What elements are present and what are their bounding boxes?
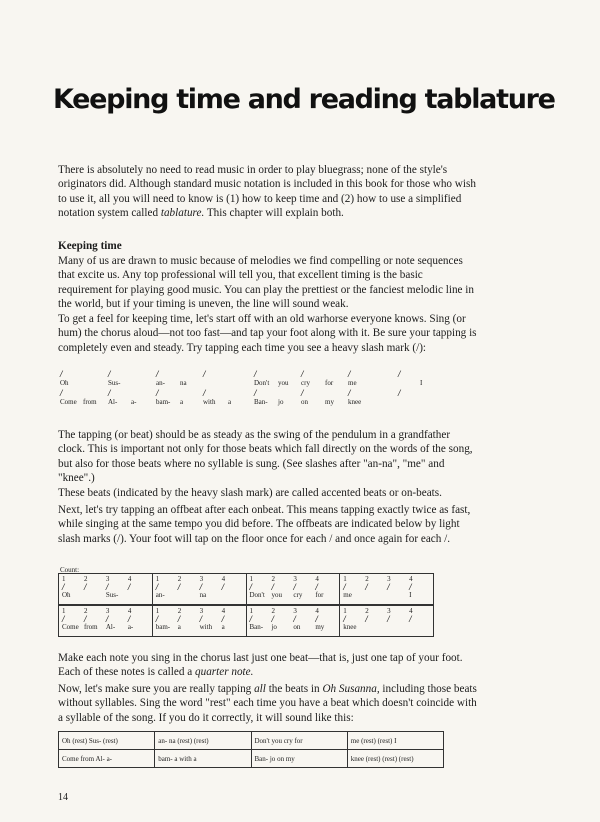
heavy-slash: / [108,369,111,379]
syllable: Come [60,398,77,406]
quarter-note-paragraph [58,651,478,680]
syllable: for [325,379,334,387]
syllable: cry [301,379,310,387]
heavy-slash: / [398,388,401,398]
table-row [59,732,444,750]
syllable: knee [348,398,362,406]
heavy-slash: / [108,388,111,398]
measure-cell: 1 2 3 4 / / / / Don't you cry for [246,574,340,605]
intro-paragraph [58,163,478,221]
intro-text: There is absolutely no need to read music in order to play bluegrass; none of the style's originators did. Although standard music notation is included in this book for those who wish to use it, all you will need to know is (1) how to keep time and (2) how to use a simplified notation system called [58,164,476,220]
syllable: Don't [254,379,270,387]
syllable: with [203,398,216,406]
song-title-term: Oh Susanna, [322,683,380,695]
tablature-term: tablature. [160,207,205,220]
heavy-slash: / [60,369,63,379]
warhorse-paragraph: To get a feel for keeping time, let's start off with an old warhorse everyone knows. Sing (or hum) the chorus aloud—not too fast—and tap your foot along with it. Be sure your tapping is completely even and steady. Try tapping each time you see a heavy slash mark (/): [58,313,477,354]
rest-paragraph [58,682,478,725]
rest-text: Now, let's make sure you are really tapping [58,683,255,695]
heavy-slash: / [301,388,304,398]
chapter-title: Keeping time and reading tablature [53,84,555,115]
offbeat-paragraph: Next, let's try tapping an offbeat after each onbeat. This means tapping exactly twice as fast, while singing at the same tempo you did before. The offbeats are indicated below by light slash marks (/). Your foot will tap on the floor once for each / and once again for each /. [58,504,471,545]
rest-table [58,731,444,768]
quarter-note-text: Make each note you sing in the chorus last just one beat—that is, just one tap of your foot. Each of these notes is called a [58,652,463,679]
measure-cell: bam- a with a [155,750,251,768]
syllable: jo [278,398,284,406]
page-number: 14 [58,792,68,803]
syllable: Ban- [254,398,268,406]
heavy-slash: / [254,388,257,398]
measure-cell: 1 2 3 4 / / / / Come from Al- a- [59,606,153,637]
onbeats-paragraph: These beats (indicated by the heavy slash mark) are called accented beats or on-beats. [58,487,442,499]
lyric-line-2 [58,399,458,409]
heavy-slash: / [203,388,206,398]
lyric-tapping-block [58,370,458,410]
count-table-1 [58,573,434,605]
intro-text-end: This chapter will explain both. [204,207,344,220]
table-row [59,606,434,637]
syllable: na [180,379,187,387]
measure-cell: 1 2 3 4 / / / / bam- a with a [152,606,246,637]
measure-cell: Oh (rest) Sus- (rest) [59,732,155,750]
heavy-slash: / [348,388,351,398]
syllable: me [348,379,357,387]
measure-cell: 1 2 3 4 / / / / an- na [152,574,246,605]
syllable: from [83,398,97,406]
keeping-time-paragraph: Many of us are drawn to music because of melodies we find compelling or note sequences that excite us. Any top professional will tell you, that excellent timing is the basic requirement for playing good music. You can play the prettiest or the fanciest melodic line in the world, but if your timing is uneven, the line will sound weak. [58,255,475,311]
measure-cell: Ban- jo on my [251,750,347,768]
syllable: a [228,398,232,406]
measure-cell: knee (rest) (rest) (rest) [347,750,443,768]
measure-cell: Don't you cry for [251,732,347,750]
measure-cell: 1 2 3 4 / / / / me I [340,574,434,605]
all-term: all [254,683,266,695]
heavy-slash: / [398,369,401,379]
count-label: Count: [60,566,80,574]
heavy-slash: / [60,388,63,398]
syllable: a [180,398,184,406]
syllable: bam- [156,398,171,406]
heavy-slash: / [156,369,159,379]
quarter-note-term: quarter note. [195,666,254,679]
section-heading: Keeping time [58,240,122,252]
rest-text: including those beats without syllables. Sing the word "rest" each time you have a beat which doesn't coincide with a syllable of the song. If you do it correctly, it will sound like this: [58,683,477,724]
count-table-2 [58,605,434,637]
heavy-slash: / [254,369,257,379]
syllable: I [420,379,423,387]
syllable: you [278,379,289,387]
syllable: on [301,398,308,406]
heavy-slash: / [301,369,304,379]
syllable: Al- [108,398,118,406]
heavy-slash: / [203,369,206,379]
table-row [59,574,434,605]
table-row [59,750,444,768]
measure-cell: 1 2 3 4 / / / / Ban- jo on my [246,606,340,637]
pendulum-paragraph: The tapping (or beat) should be as steady as the swing of the pendulum in a grandfather clock. This is important not only for those beats which fall directly on the words of the song, but also for those beats where no syllable is sung. (See slashes after "an-na", "me" and "knee".) [58,429,473,485]
measure-cell: 1 2 3 4 / / / / Oh Sus- [59,574,153,605]
syllable: a- [131,398,137,406]
syllable: an- [156,379,165,387]
heavy-slash: / [348,369,351,379]
syllable: my [325,398,334,406]
syllable: Sus- [108,379,121,387]
measure-cell: an- na (rest) (rest) [155,732,251,750]
rest-text: the beats in [265,683,323,695]
measure-cell: Come from Al- a- [59,750,155,768]
syllable: Oh [60,379,69,387]
measure-cell: me (rest) (rest) I [347,732,443,750]
heavy-slash: / [156,388,159,398]
measure-cell: 1 2 3 4 / / / / knee [340,606,434,637]
